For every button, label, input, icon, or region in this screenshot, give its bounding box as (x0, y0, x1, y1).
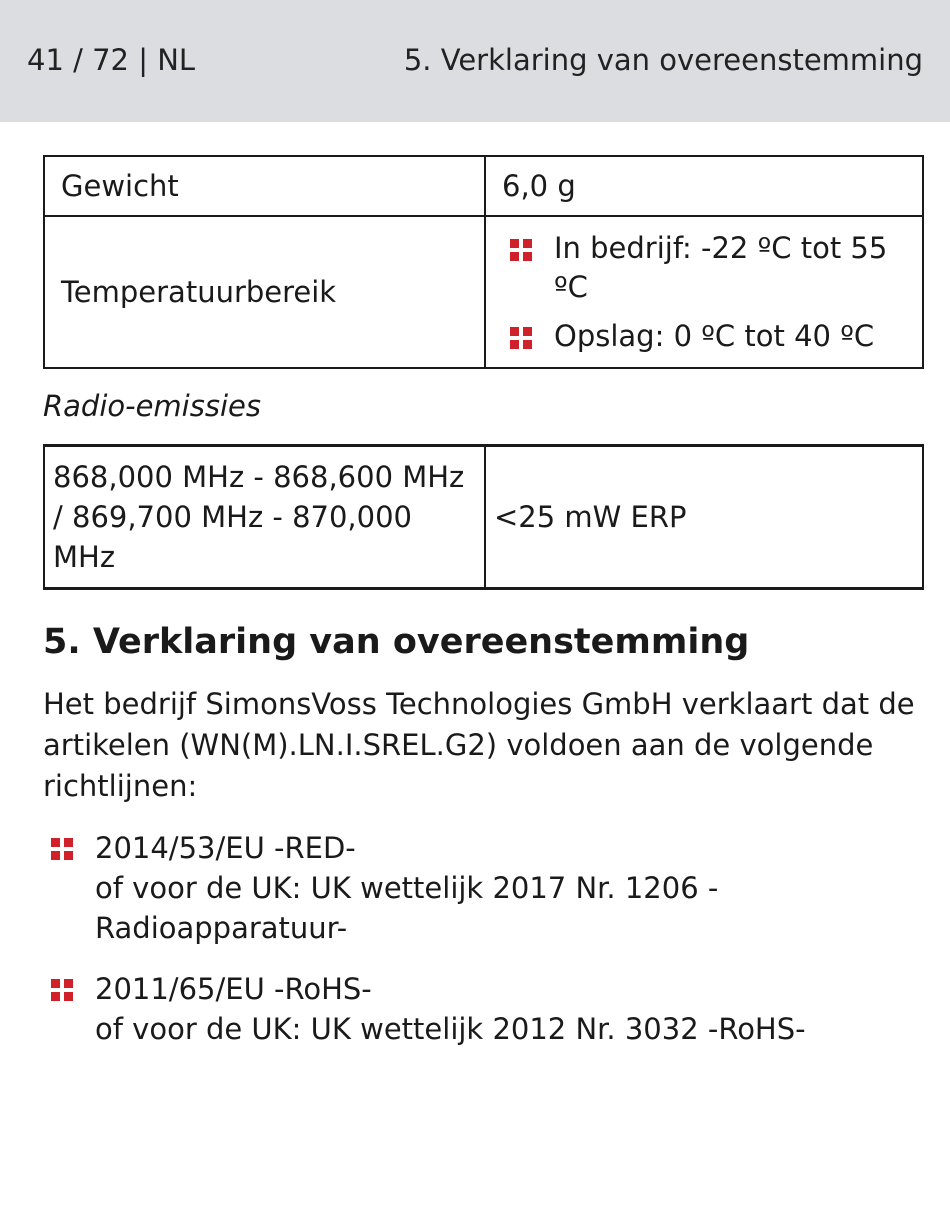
table-row (44, 216, 923, 368)
red-bullet-icon (51, 979, 73, 1001)
directive-code: 2011/65/EU -RoHS- (95, 972, 372, 1006)
radio-emissions-caption: Radio-emissies (43, 389, 261, 423)
red-bullet-icon (510, 239, 532, 261)
directive-uk: of voor de UK: UK wettelijk 2017 Nr. 1206 -Radioapparatuur- (95, 871, 719, 945)
frequency-cell: 868,000 MHz - 868,600 MHz / 869,700 MHz - 870,000 MHz (44, 446, 485, 589)
table-row (44, 156, 923, 216)
list-item (502, 317, 906, 356)
radio-table (43, 444, 924, 590)
red-bullet-icon (510, 327, 532, 349)
temperature-storage: Opslag: 0 ºC tot 40 ºC (554, 318, 875, 353)
directive-uk: of voor de UK: UK wettelijk 2012 Nr. 3032 -RoHS- (95, 1012, 806, 1046)
list-item (43, 828, 923, 948)
temperature-operating: In bedrijf: -22 ºC tot 55 ºC (554, 230, 888, 304)
temperature-list (502, 229, 906, 356)
section-heading: 5. Verklaring van overeenstemming (43, 622, 750, 662)
weight-label: Gewicht (44, 156, 485, 216)
list-item (502, 229, 906, 307)
intro-paragraph: Het bedrijf SimonsVoss Technologies GmbH verklaart dat de artikelen (WN(M).LN.I.SREL.G2) voldoen aan de volgende richtlijnen: (43, 687, 915, 803)
temperature-cell (485, 216, 923, 368)
table-row (44, 446, 923, 589)
page-header (0, 0, 950, 122)
red-bullet-icon (51, 838, 73, 860)
page-number: 41 / 72 | NL (27, 43, 196, 77)
directive-code: 2014/53/EU -RED- (95, 831, 356, 865)
temperature-label: Temperatuurbereik (44, 216, 485, 368)
weight-value: 6,0 g (485, 156, 923, 216)
list-item (43, 969, 923, 1049)
header-section-title: 5. Verklaring van overeenstemming (403, 43, 923, 77)
spec-table (43, 155, 924, 369)
directive-list (43, 828, 923, 1049)
power-cell: <25 mW ERP (485, 446, 923, 589)
